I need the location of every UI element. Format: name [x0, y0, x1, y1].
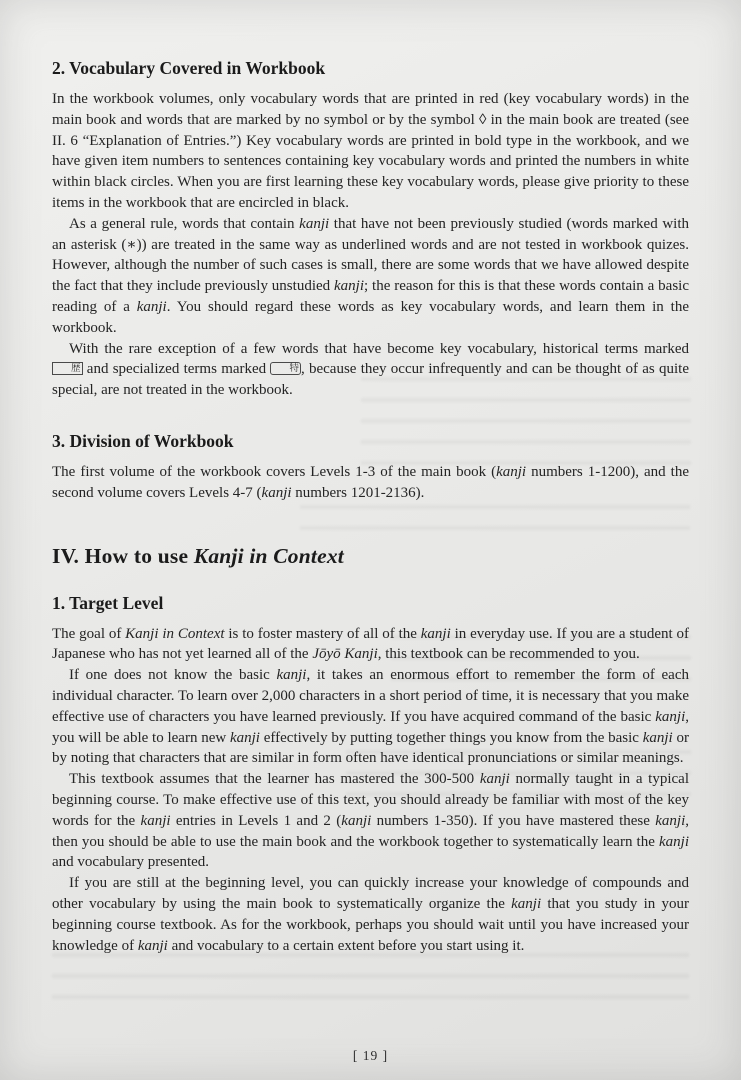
italic-term: kanji	[659, 833, 689, 850]
para-rare-exception: With the rare exception of a few words that have become key vocabulary, historical terms marked 歴 and specialized terms marked 特 , because they occur infrequently and can be thought of as quite special, are not treated in the workbook.	[52, 340, 689, 399]
italic-term: Jōyō Kanji	[312, 646, 378, 663]
italic-term: kanji	[136, 298, 167, 315]
para-textbook-assumes: This textbook assumes that the learner has mastered the 300-500 kanji normally taught in a typical beginning course. To make effective use of this text, you should already be familiar with most of the key words for the kanji entries in Levels 1 and 2 (kanji numbers 1-350). If you have mastered these kanji, then you should be able to use the main book and the workbook together to systematically learn the kanji and vocabulary presented.	[52, 771, 689, 871]
heading-vocabulary-covered: 2. Vocabulary Covered in Workbook	[52, 58, 326, 78]
reverse-page-showthrough	[52, 948, 689, 1014]
italic-term: kanji	[334, 278, 365, 295]
para-division: The first volume of the workbook covers Levels 1-3 of the main book (kanji numbers 1-1200), and the second volume covers Levels 4-7 (kanji numbers 1201-2136).	[52, 463, 689, 501]
italic-term: kanji	[341, 812, 372, 829]
para-basic-kanji: If one does not know the basic kanji, it takes an enormous effort to remember the form of each individual character. To learn over 2,000 characters in a short period of time, it is necessary that you make effective use of characters you have learned previously. If you have acquired command of the basic kanji, you will be able to learn new kanji effectively by putting together things you know from the basic kanji or by noting that characters that are similar in form often have identical pronunciations or similar meanings.	[52, 667, 689, 767]
italic-term: kanji	[511, 895, 542, 912]
italic-term: kanji	[140, 812, 171, 829]
para-workbook-vocabulary: In the workbook volumes, only vocabulary words that are printed in red (key vocabulary words) in the main book and words that are marked by no symbol or by the symbol ◊ in the main book are treated (see II. 6 “Explanation of Entries.”) Key vocabulary words are printed in bold type in the workbook, and we have given item numbers to sentences containing key vocabulary words and printed the numbers in white within black circles. When you are first learning these key vocabulary words, please give priority to these items in the workbook that are encircled in black.	[52, 91, 689, 211]
italic-term: kanji	[420, 625, 451, 642]
italic-term: kanji	[276, 667, 307, 684]
para-beginning-level: If you are still at the beginning level, you can quickly increase your knowledge of compounds and other vocabulary by using the main book to systematically organize the kanji that you study in your beginning course textbook. As for the workbook, perhaps you should wait until you have increased your knowledge of kanji and vocabulary to a certain extent before you start using it.	[52, 875, 689, 954]
italic-term: kanji	[655, 812, 686, 829]
italic-term: kanji	[479, 771, 510, 788]
italic-term: Kanji in Context	[193, 543, 344, 568]
heading-how-to-use: IV. How to use Kanji in Context	[52, 543, 344, 568]
italic-term: kanji	[261, 484, 292, 501]
para-goal: The goal of Kanji in Context is to foster mastery of all of the kanji in everyday use. If you are a student of Japanese who has not yet learned all of the Jōyō Kanji, this textbook can be recommended to you.	[52, 625, 690, 663]
italic-term: kanji	[137, 937, 168, 954]
historical-term-mark: 歴	[52, 362, 83, 375]
heading-division-of-workbook: 3. Division of Workbook	[52, 430, 234, 451]
italic-term: Kanji in Context	[125, 625, 225, 642]
page-number: [ 19 ]	[352, 1048, 389, 1063]
specialized-term-mark: 特	[270, 362, 301, 375]
para-general-rule: As a general rule, words that contain kanji that have not been previously studied (words marked with an asterisk (∗)) are treated in the same way as underlined words and are not tested in workbook quizes. However, although the number of such cases is small, there are some words that we have allowed despite the fact that they include previously unstudied kanji; the reason for this is that these words contain a basic reading of a kanji. You should regard these words as key vocabulary words, and learn them in the workbook.	[52, 215, 689, 336]
italic-term: kanji	[299, 215, 330, 232]
italic-term: kanji	[496, 463, 527, 480]
italic-term: kanji	[229, 729, 260, 746]
italic-term: kanji	[642, 729, 673, 746]
italic-term: kanji	[655, 708, 686, 725]
heading-target-level: 1. Target Level	[52, 592, 164, 613]
